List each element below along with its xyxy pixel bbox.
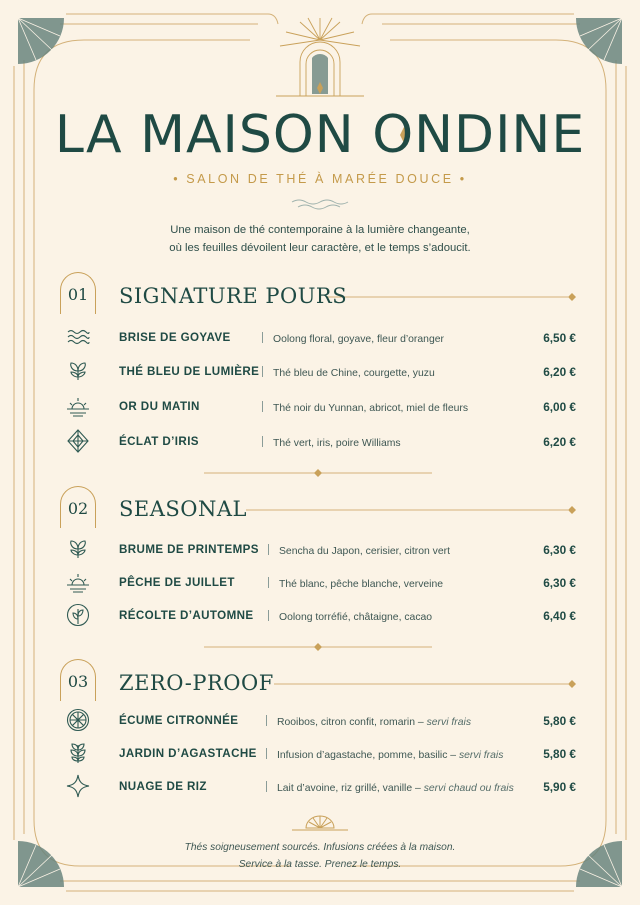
- item-description: Oolong torréfié, châtaigne, cacao: [268, 610, 432, 623]
- sunrise-icon: [66, 394, 90, 418]
- section-number: 03: [60, 659, 96, 701]
- item-price: 6,00 €: [543, 400, 576, 414]
- shell-ornament: [292, 816, 348, 830]
- item-price: 5,90 €: [543, 780, 576, 794]
- leaf-icon: [66, 359, 90, 383]
- item-price: 6,20 €: [543, 435, 576, 449]
- item-price: 6,50 €: [543, 331, 576, 345]
- item-name: BRUME DE PRINTEMPS: [119, 543, 259, 556]
- leaf-icon: [66, 537, 90, 561]
- item-price: 6,30 €: [543, 576, 576, 590]
- item-description: Thé blanc, pêche blanche, verveine: [268, 577, 443, 590]
- item-description: Oolong floral, goyave, fleur d’oranger: [262, 332, 444, 345]
- citrus-icon: [66, 708, 90, 732]
- footer-line-1: Thés soigneusement sourcés. Infusions créées à la maison.: [184, 842, 456, 853]
- item-name: NUAGE DE RIZ: [119, 780, 207, 793]
- item-name: BRISE DE GOYAVE: [119, 331, 231, 344]
- item-name: ÉCUME CITRONNÉE: [119, 714, 239, 727]
- gem-icon: [66, 429, 90, 453]
- section-number: 01: [60, 272, 96, 314]
- item-name: ÉCLAT D’IRIS: [119, 435, 199, 448]
- item-description: Sencha du Japon, cerisier, citron vert: [268, 544, 450, 557]
- item-price: 6,40 €: [543, 609, 576, 623]
- footer-note: [0, 840, 640, 873]
- sparkle-icon: [66, 774, 90, 798]
- item-name: JARDIN D’AGASTACHE: [119, 747, 257, 760]
- item-name: OR DU MATIN: [119, 400, 200, 413]
- leaf-icon: [66, 741, 90, 765]
- tagline: • SALON DE THÉ À MARÉE DOUCE •: [173, 172, 467, 186]
- waves-icon: [66, 325, 90, 349]
- item-price: 5,80 €: [543, 747, 576, 761]
- item-price: 6,30 €: [543, 543, 576, 557]
- restaurant-title: LA MAISON ONDINE: [54, 105, 586, 165]
- intro-text: [120, 221, 520, 257]
- section-title: ZERO-PROOF: [119, 671, 274, 695]
- intro-line-2: où les feuilles dévoilent leur caractère, et le temps s’adoucit.: [169, 242, 471, 254]
- item-description: Rooibos, citron confit, romarin – servi frais: [266, 715, 471, 728]
- item-description: Lait d’avoine, riz grillé, vanille – servi chaud ou frais: [266, 781, 514, 794]
- section-title: SEASONAL: [119, 497, 247, 521]
- item-name: THÉ BLEU DE LUMIÈRE: [119, 365, 260, 378]
- circle-leaf-icon: [66, 603, 90, 627]
- section-title: SIGNATURE POURS: [119, 284, 348, 308]
- item-name: RÉCOLTE D’AUTOMNE: [119, 609, 254, 622]
- item-description: Thé vert, iris, poire Williams: [262, 436, 401, 449]
- sunrise-icon: [66, 570, 90, 594]
- item-description: Infusion d’agastache, pomme, basilic – servi frais: [266, 748, 503, 761]
- item-description: Thé noir du Yunnan, abricot, miel de fleurs: [262, 401, 468, 414]
- item-name: PÊCHE DE JUILLET: [119, 576, 235, 589]
- item-price: 6,20 €: [543, 365, 576, 379]
- item-price: 5,80 €: [543, 714, 576, 728]
- wave-divider: [292, 200, 348, 209]
- footer-line-2: Service à la tasse. Prenez le temps.: [238, 858, 402, 870]
- section-number: 02: [60, 486, 96, 528]
- item-description: Thé bleu de Chine, courgette, yuzu: [262, 366, 435, 379]
- intro-line-1: Une maison de thé contemporaine à la lumière changeante,: [170, 224, 470, 236]
